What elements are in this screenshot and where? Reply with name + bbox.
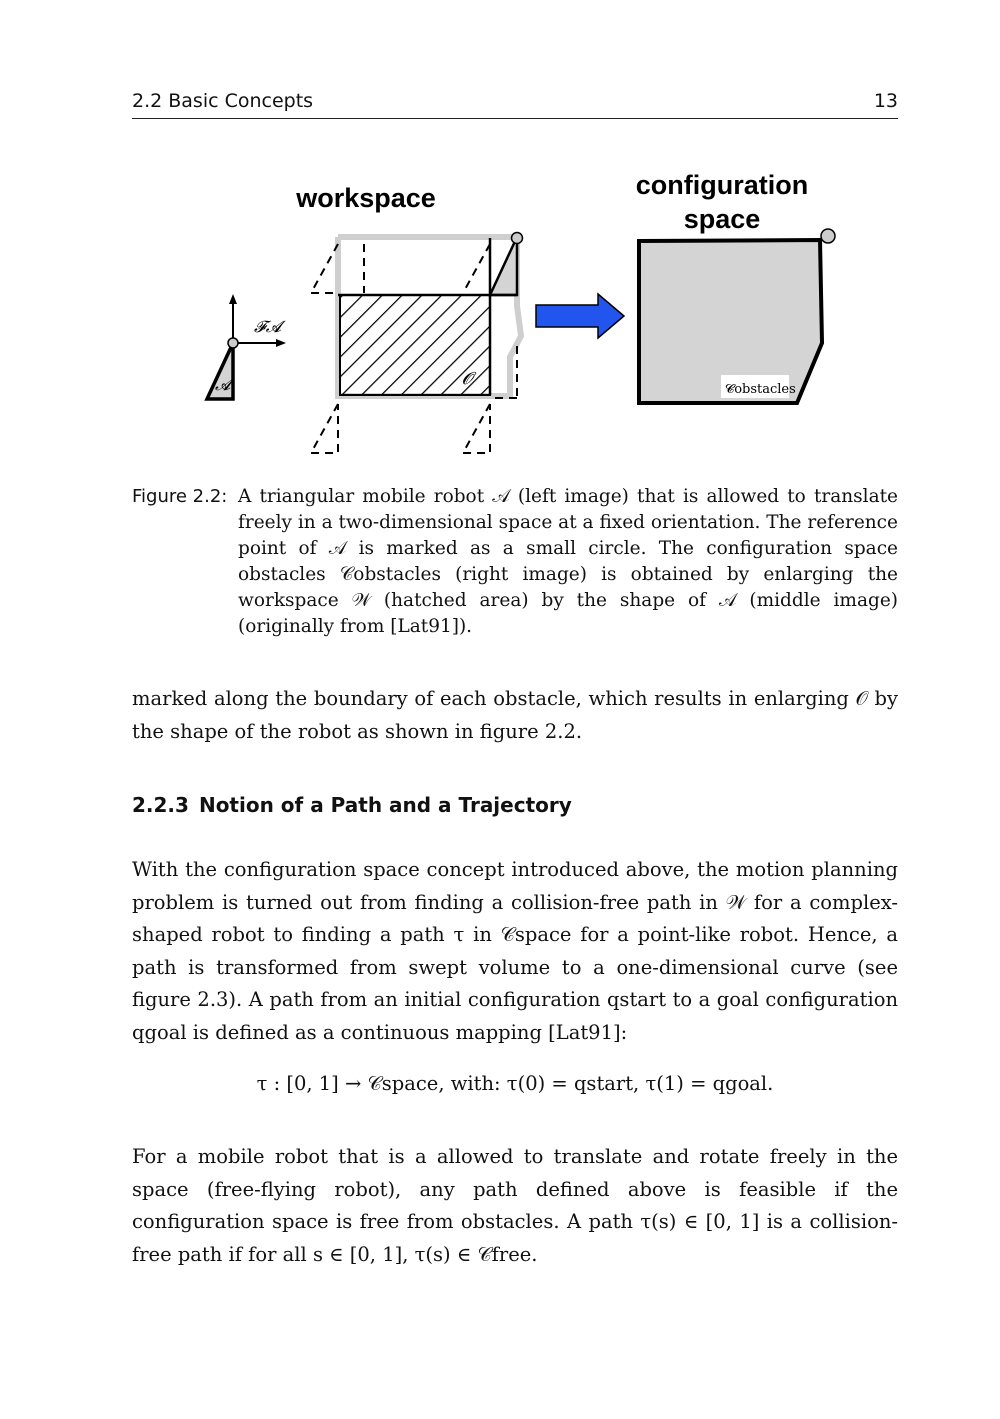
- workspace-diagram: [311, 233, 523, 454]
- robot-label: 𝓐: [215, 375, 231, 394]
- robot-frame: [229, 294, 287, 347]
- cobstacles-label: 𝓒obstacles: [725, 382, 796, 397]
- section-title: Notion of a Path and a Trajectory: [198, 793, 572, 817]
- obstacle-label: 𝓞: [462, 369, 473, 389]
- paragraph-2: With the configuration space concept introduced above, the motion planning problem is turned out from finding a collision-free path in 𝒲 for a complex-shaped robot to finding a path τ in 𝒞space for a point-like robot. Hence, a path is transformed from swept volume to a one-dimensional curve (see figure 2.3). A path from an initial configuration qstart to a goal configuration qgoal is defined as a continuous mapping [Lat91]:: [132, 858, 898, 1044]
- config-reference-point: [821, 229, 835, 243]
- workspace-label: workspace: [296, 183, 436, 213]
- paragraph-3: For a mobile robot that is a allowed to translate and rotate freely in the space (free-flying robot), any path defined above is feasible if the configuration space is free from obstacles. A path τ(s) ∈ [0, 1] is a collision-free path if for all s ∈ [0, 1], τ(s) ∈ 𝒞free.: [132, 1145, 898, 1266]
- running-head: [132, 88, 898, 119]
- figure-caption: [132, 484, 898, 640]
- frame-label: 𝓕𝓐: [254, 317, 282, 336]
- header-section: 2.2 Basic Concepts: [132, 90, 314, 112]
- section-heading: [132, 793, 572, 817]
- page-number: 13: [873, 90, 898, 112]
- caption-text: A triangular mobile robot 𝒜 (left image) that is allowed to translate freely in a two-dimensional space at a fixed orientation. The reference point of 𝒜 is marked as a small circle. The configuration space obstacles 𝒞obstacles (right image) is obtained by enlarging the workspace 𝒲 (hatched area) by the shape of 𝒜 (middle image) (originally from [Lat91]).: [238, 486, 898, 637]
- paragraph-1: marked along the boundary of each obstacle, which results in enlarging 𝒪 by the shape of the robot as shown in figure 2.2.: [132, 687, 898, 743]
- equation: τ : [0, 1] → 𝒞space, with: τ(0) = qstart, τ(1) = qgoal.: [256, 1072, 774, 1095]
- section-number: 2.2.3: [132, 793, 189, 817]
- config-label-line2: space: [683, 204, 761, 234]
- workspace-reference-point: [512, 233, 523, 244]
- transform-arrow: [536, 294, 624, 338]
- caption-label: Figure 2.2:: [132, 486, 228, 507]
- figure-2-2: [180, 160, 880, 470]
- robot-reference-point: [228, 338, 238, 348]
- config-label-line1: configuration: [635, 170, 809, 200]
